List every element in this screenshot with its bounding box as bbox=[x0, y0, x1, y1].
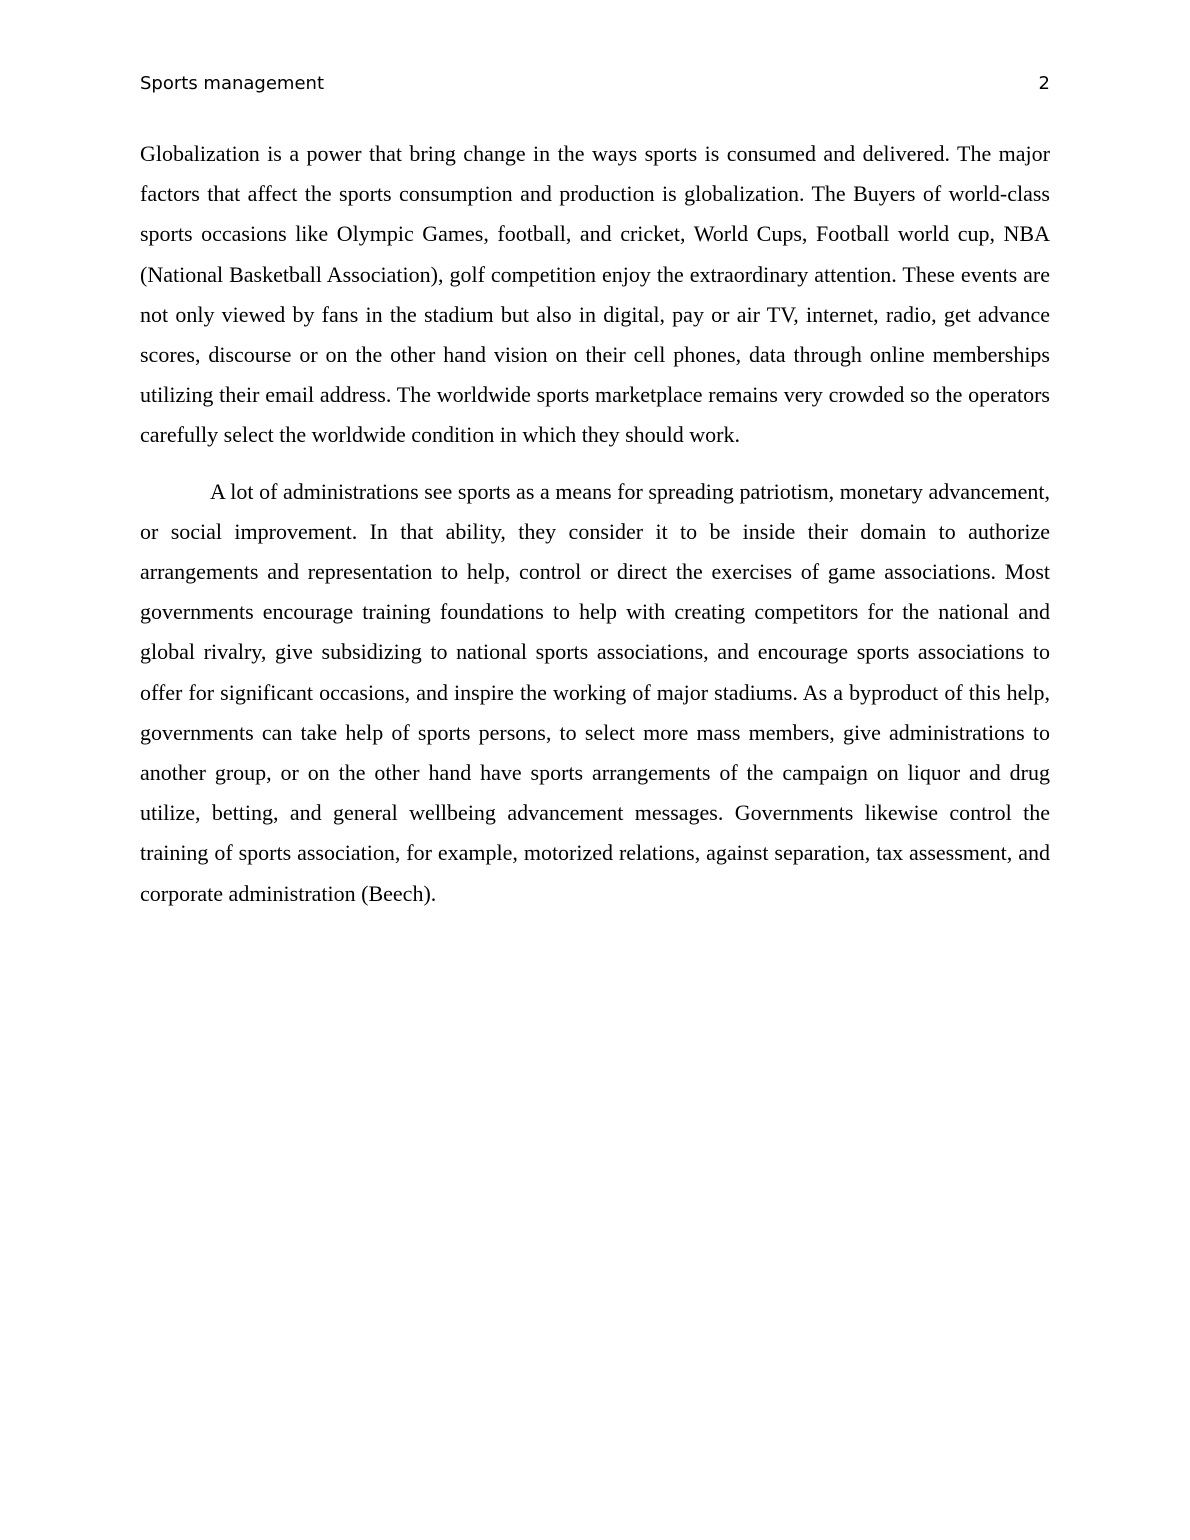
page-header bbox=[140, 70, 1050, 98]
page-number: 2 bbox=[1038, 73, 1050, 94]
document-body bbox=[140, 134, 1050, 914]
header-title: Sports management bbox=[140, 73, 324, 94]
paragraph-globalization: Globalization is a power that bring change in the ways sports is consumed and delivered. The major factors that affect the sports consumption and production is globalization. The Buyers of world-class sports occasions like Olympic Games, football, and cricket, World Cups, Football world cup, NBA (National Basketball Association), golf competition enjoy the extraordinary attention. These events are not only viewed by fans in the stadium but also in digital, pay or air TV, internet, radio, get advance scores, discourse or on the other hand vision on their cell phones, data through online memberships utilizing their email address. The worldwide sports marketplace remains very crowded so the operators carefully select the worldwide condition in which they should work. bbox=[140, 141, 1050, 448]
paragraph-administrations: A lot of administrations see sports as a means for spreading patriotism, monetary advancement, or social improvement. In that ability, they consider it to be inside their domain to authorize arrangements and representation to help, control or direct the exercises of game associations. Most governments encourage training foundations to help with creating competitors for the national and global rivalry, give subsidizing to national sports associations, and encourage sports associations to offer for significant occasions, and inspire the working of major stadiums. As a byproduct of this help, governments can take help of sports persons, to select more mass members, give administrations to another group, or on the other hand have sports arrangements of the campaign on liquor and drug utilize, betting, and general wellbeing advancement messages. Governments likewise control the training of sports association, for example, motorized relations, against separation, tax assessment, and corporate administration (Beech). bbox=[140, 478, 1050, 906]
